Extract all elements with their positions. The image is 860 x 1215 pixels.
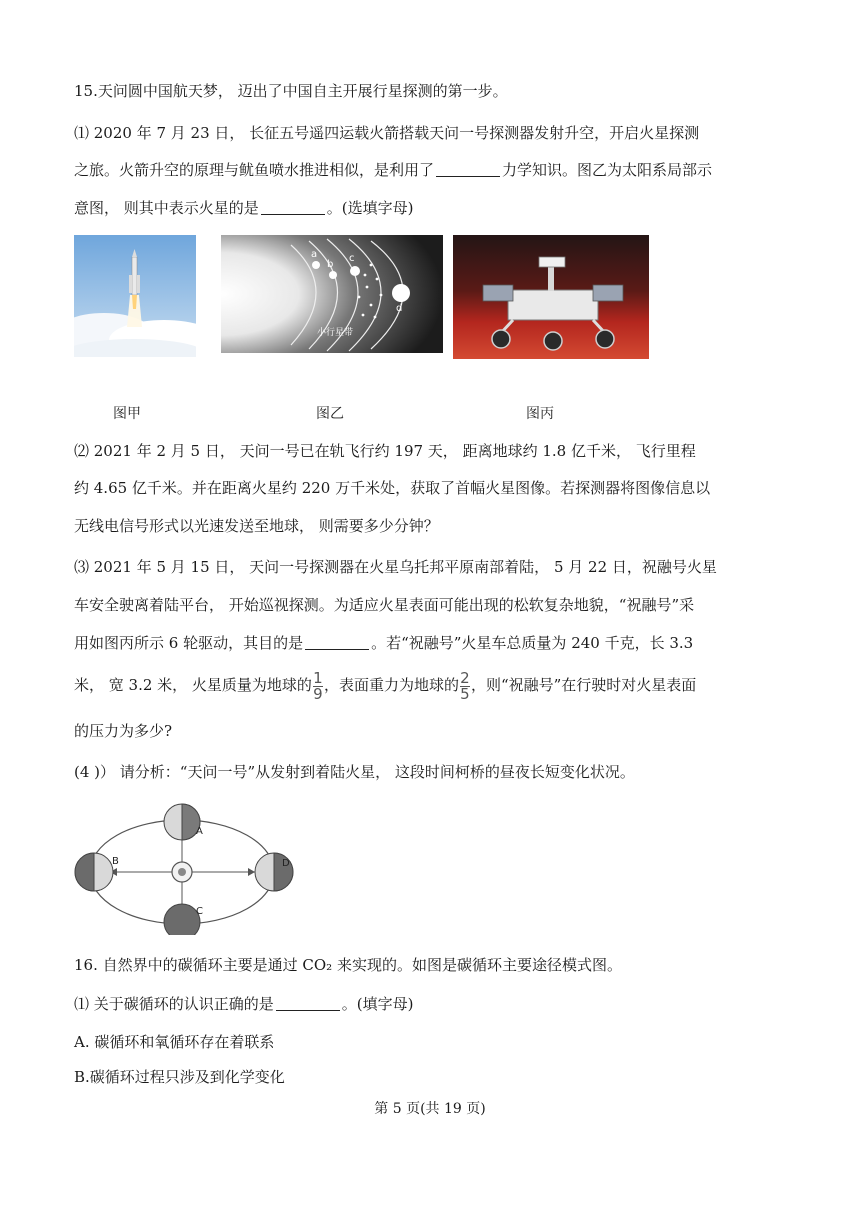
q16-title: 16. 自然界中的碳循环主要是通过 CO₂ 来实现的。如图是碳循环主要途径模式图。	[74, 956, 622, 974]
planet-label-d: d	[396, 303, 403, 314]
q15-part3-line1: ⑶ 2021 年 5 月 15 日， 天问一号探测器在火星乌托邦平原南部着陆， 5 月 22 日，祝融号火星	[74, 558, 717, 576]
q15-part1-line1: ⑴ 2020 年 7 月 23 日， 长征五号遥四运载火箭搭载天问一号探测器发射升空，开启火星探测	[74, 124, 700, 142]
q15-part3-line2: 车安全驶离着陆平台， 开始巡视探测。为适应火星表面可能出现的松软复杂地貌，“祝融号”采	[74, 596, 695, 614]
q15-part1-line2: 之旅。火箭升空的原理与鱿鱼喷水推进相似，是利用了 力学知识。图乙为太阳系局部示	[74, 161, 713, 179]
orbit-label-a: A	[196, 826, 203, 837]
q15-part2-line1: ⑵ 2021 年 2 月 5 日， 天问一号已在轨飞行约 197 天， 距离地球约 1.8 亿千米， 飞行里程	[74, 442, 696, 460]
planet-label-c: c	[349, 253, 355, 264]
figure-caption-c: 图丙	[526, 406, 554, 422]
figure-caption-a: 图甲	[113, 406, 141, 422]
q15-part2-line2: 约 4.65 亿千米。并在距离火星约 220 万千米处，获取了首幅火星图像。若探测器将图像信息以	[74, 479, 711, 497]
q15-part2-line3: 无线电信号形式以光速发送至地球， 则需要多少分钟？	[74, 517, 439, 535]
earth-orbit-diagram	[70, 800, 295, 935]
figure-caption-b: 图乙	[316, 406, 344, 422]
fraction-one-ninth: $\frac{1}{9}$	[313, 668, 323, 703]
mars-rover-photo	[453, 235, 649, 359]
answer-blank[interactable]	[261, 198, 325, 215]
orbit-label-d: D	[282, 858, 290, 869]
answer-blank[interactable]	[276, 994, 340, 1011]
planet-label-a: a	[311, 249, 318, 260]
q16-option-b: B.碳循环过程只涉及到化学变化	[74, 1068, 285, 1086]
orbit-label-b: B	[112, 856, 119, 867]
q15-part3-line5: 的压力为多少?	[74, 722, 173, 740]
asteroid-belt-label: 小行星带	[317, 328, 354, 338]
page-footer: 第 5 页(共 19 页)	[374, 1101, 486, 1117]
planet-label-b: b	[327, 259, 334, 270]
answer-blank[interactable]	[305, 633, 369, 650]
q16-option-a: A. 碳循环和氧循环存在着联系	[74, 1033, 275, 1051]
q16-part1: ⑴ 关于碳循环的认识正确的是 。(填字母)	[74, 995, 414, 1013]
rocket-launch-photo	[74, 235, 196, 357]
answer-blank[interactable]	[436, 160, 500, 177]
q15-part4: (4 )） 请分析：“天问一号”从发射到着陆火星， 这段时间柯桥的昼夜长短变化状况。	[74, 763, 635, 781]
q15-part3-line3: 用如图丙所示 6 轮驱动，其目的是 。若“祝融号”火星车总质量为 240 千克，长 3.3	[74, 634, 694, 652]
q15-part1-line3: 意图， 则其中表示火星的是 。(选填字母)	[74, 199, 414, 217]
orbit-label-c: C	[196, 906, 203, 917]
q15-title: 15.天问圆中国航天梦， 迈出了中国自主开展行星探测的第一步。	[74, 82, 508, 100]
fraction-two-fifths: $\frac{2}{5}$	[460, 668, 470, 703]
q15-part3-line4: 米， 宽 3.2 米， 火星质量为地球的 $\frac{1}{9}$ ，表面重力为地球的 $\frac{2}{5}$ ，则“祝融号”在行驶时对火星表面	[74, 668, 697, 703]
solar-system-diagram	[221, 235, 443, 353]
